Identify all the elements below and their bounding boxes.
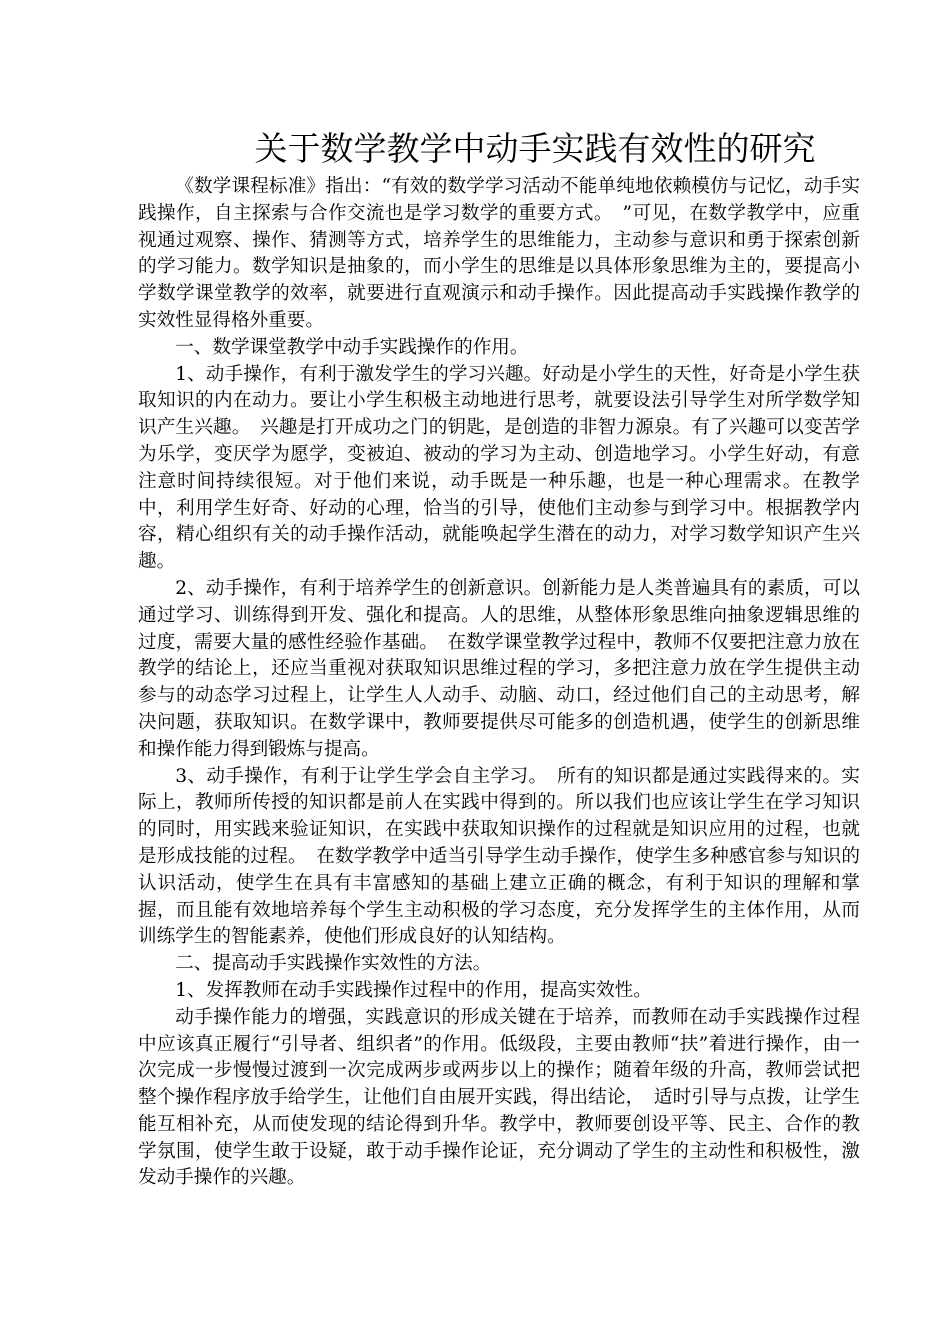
- document-body: [138, 174, 860, 1192]
- paragraph-point-1: 1、动手操作，有利于激发学生的学习兴趣。好动是小学生的天性，好奇是小学生获取知识的内在动力。要让小学生积极主动地进行思考，就要设法引导学生对所学数学知识产生兴趣。 兴趣是打开成功之门的钥匙，是创造的非智力源泉。有了兴趣可以变苦学为乐学，变厌学为愿学，变被迫、被动的学习为主动、创造地学习。小学生好动，有意注意时间持续很短。对于他们来说，动手既是一种乐趣，也是一种心理需求。在教学中，利用学生好奇、好动的心理，恰当的引导，使他们主动参与到学习中。根据教学内容，精心组织有关的动手操作活动，就能唤起学生潜在的动力，对学习数学知识产生兴趣。: [138, 363, 860, 573]
- paragraph-intro: 《数学课程标准》指出：“有效的数学学习活动不能单纯地依赖模仿与记忆，动手实践操作，自主探索与合作交流也是学习数学的重要方式。 ”可见，在数学教学中，应重视通过观察、操作、猜测等方式，培养学生的思维能力，主动参与意识和勇于探索创新的学习能力。数学知识是抽象的，而小学生的思维是以具体形象思维为主的，要提高小学数学课堂教学的效率，就要进行直观演示和动手操作。因此提高动手实践操作教学的实效性显得格外重要。: [138, 176, 860, 331]
- section-heading-1: 一、数学课堂教学中动手实践操作的作用。: [175, 336, 529, 358]
- paragraph-point-2: 2、动手操作，有利于培养学生的创新意识。创新能力是人类普遍具有的素质，可以通过学习、训练得到开发、强化和提高。人的思维，从整体形象思维向抽象逻辑思维的过度，需要大量的感性经验作基础。 在数学课堂教学过程中，教师不仅要把注意力放在教学的结论上，还应当重视对获取知识思维过程的学习，多把注意力放在学生提供主动参与的动态学习过程上，让学生人人动手、动脑、动口，经过他们自己的主动思考，解决问题，获取知识。在数学课中，教师要提供尽可能多的创造机遇，使学生的创新思维和操作能力得到锻炼与提高。: [138, 577, 860, 760]
- paragraph-method-1: 动手操作能力的增强，实践意识的形成关键在于培养，而教师在动手实践操作过程中应该真正履行“引导者、组织者”的作用。低级段，主要由教师“扶”着进行操作，由一次完成一步慢慢过渡到一次完成两步或两步以上的操作；随着年级的升高，教师尝试把整个操作程序放手给学生，让他们自由展开实践，得出结论， 适时引导与点拨，让学生能互相补充，从而使发现的结论得到升华。教学中，教师要创设平等、民主、合作的教学氛围，使学生敢于设疑，敢于动手操作论证，充分调动了学生的主动性和积极性，激发动手操作的兴趣。: [138, 1006, 860, 1189]
- document-title: 关于数学教学中动手实践有效性的研究: [254, 129, 816, 168]
- paragraph-point-3: 3、动手操作，有利于让学生学会自主学习。 所有的知识都是通过实践得来的。实际上，教师所传授的知识都是前人在实践中得到的。所以我们也应该让学生在学习知识的同时，用实践来验证知识，在实践中获取知识操作的过程就是知识应用的过程，也就是形成技能的过程。 在数学教学中适当引导学生动手操作，使学生多种感官参与知识的认识活动，使学生在具有丰富感知的基础上建立正确的概念，有利于知识的理解和掌握，而且能有效地培养每个学生主动积极的学习态度，充分发挥学生的主体作用，从而训练学生的智能素养，使他们形成良好的认知结构。: [138, 765, 860, 948]
- subsection-heading-1: 1、发挥教师在动手实践操作过程中的作用，提高实效性。: [175, 979, 652, 1001]
- section-heading-2: 二、提高动手实践操作实效性的方法。: [175, 953, 492, 975]
